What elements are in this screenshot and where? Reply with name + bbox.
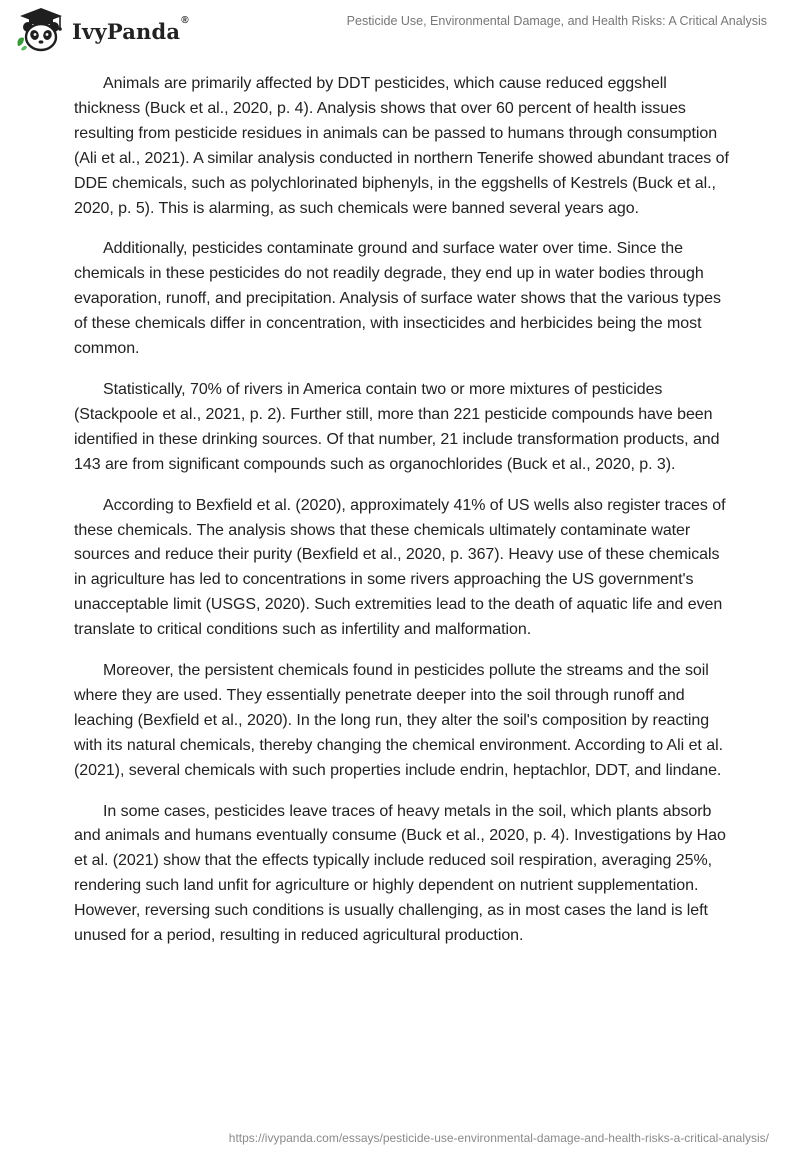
source-url[interactable]: https://ivypanda.com/essays/pesticide-use-environmental-damage-and-health-risks-a-critical-analysis/ (228, 1131, 769, 1145)
paragraph: Moreover, the persistent chemicals found in pesticides pollute the streams and the soil where they are used. They essentially penetrate deeper into the soil through runoff and leaching (Bexfield et al., 2020). In the long run, they alter the soil's composition by reacting with its natural chemicals, thereby changing the chemical environment. According to Ali et al. (2021), several chemicals with such properties include endrin, heptachlor, DDT, and lindane. (74, 662, 723, 779)
paragraph: According to Bexfield et al. (2020), approximately 41% of US wells also register traces of these chemicals. The analysis shows that these chemicals ultimately contaminate water sources and reduce their purity (Bexfield et al., 2020, p. 367). Heavy use of these chemicals in agriculture has led to concentrations in some rivers approaching the US government's unacceptable limit (USGS, 2020). Such extremities lead to the death of aquatic life and even translate to critical conditions such as infertility and malformation. (74, 496, 726, 639)
paragraph: Statistically, 70% of rivers in America contain two or more mixtures of pesticides (Stackpoole et al., 2021, p. 2). Further still, more than 221 pesticide compounds have been identified in these drinking sources. Of that number, 21 include transformation products, and 143 are from significant compounds such as organochlorides (Buck et al., 2020, p. 3). (74, 380, 720, 473)
logo-text: IvyPanda® (72, 14, 189, 44)
essay-body (74, 72, 730, 965)
paragraph: In some cases, pesticides leave traces of heavy metals in the soil, which plants absorb and animals and humans eventually consume (Buck et al., 2020, p. 4). Investigations by Hao et al. (2021) show that the effects typically include reduced soil respiration, averaging 25%, rendering such land unfit for agriculture or highly dependent on nutrient supplementation. However, reversing such conditions is usually challenging, as in most cases the land is left unused for a period, resulting in reduced agricultural production. (74, 802, 726, 945)
page-header (0, 0, 800, 60)
ivypanda-logo[interactable] (14, 6, 189, 54)
registered-mark: ® (181, 14, 189, 26)
paragraph: Additionally, pesticides contaminate ground and surface water over time. Since the chemicals in these pesticides do not readily degrade, they end up in water bodies through evaporation, runoff, and precipitation. Analysis of surface water shows that the various types of these chemicals differ in concentration, with insecticides and herbicides being the most common. (74, 240, 721, 358)
panda-graduate-icon (14, 6, 68, 54)
document-title: Pesticide Use, Environmental Damage, and Health Risks: A Critical Analysis (346, 14, 767, 28)
paragraph: Animals are primarily affected by DDT pesticides, which cause reduced eggshell thickness (Buck et al., 2020, p. 4). Analysis shows that over 60 percent of health issues resulting from pesticide residues in animals can be passed to humans through consumption (Ali et al., 2021). A similar analysis conducted in northern Tenerife showed abundant traces of DDE chemicals, such as polychlorinated biphenyls, in the eggshells of Kestrels (Buck et al., 2020, p. 5). This is alarming, as such chemicals were banned several years ago. (74, 75, 729, 217)
